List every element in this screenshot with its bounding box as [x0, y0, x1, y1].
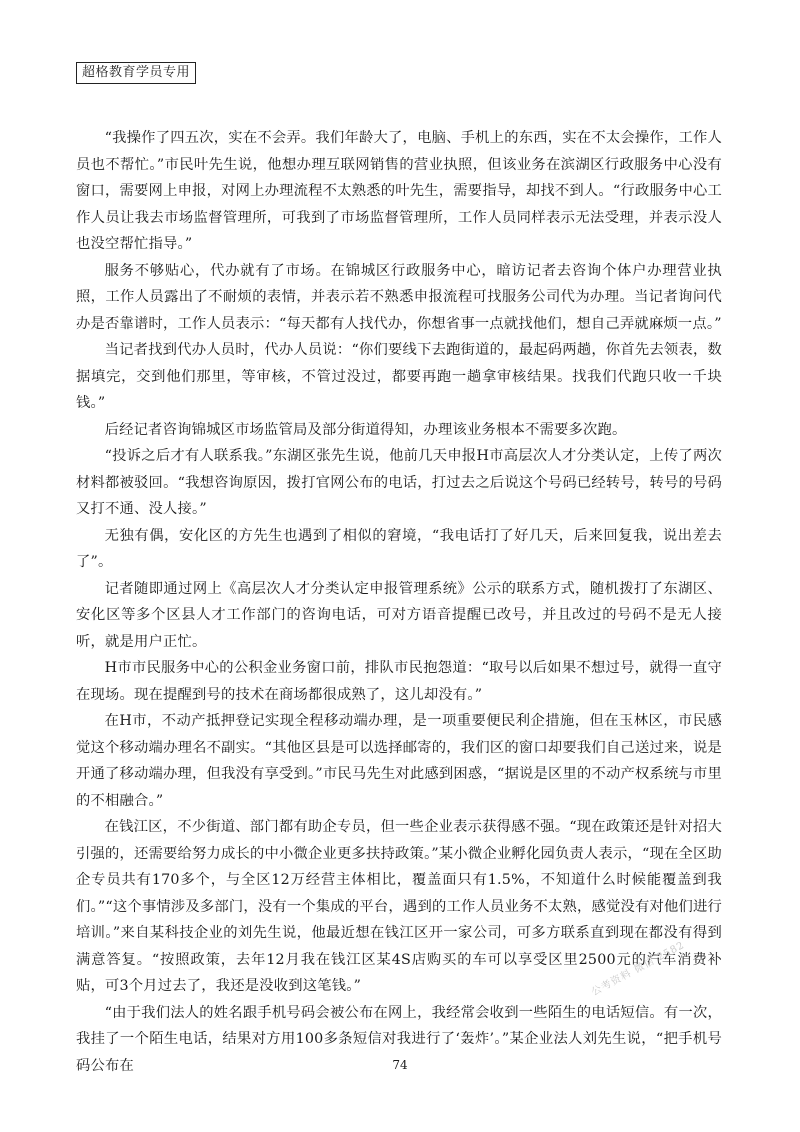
paragraph: 当记者找到代办人员时，代办人员说：“你们要线下去跑街道的，最起码两趟，你首先去领表，数据填完，交到他们那里，等审核，不管过没过，都要再跑一趟拿审核结果。找我们代跑只收一千块钱。” — [76, 342, 722, 411]
paragraph: H市市民服务中心的公积金业务窗口前，排队市民抱怨道：“取号以后如果不想过号，就得一直守在现场。现在提醒到号的技术在商场都很成熟了，这儿却没有。” — [76, 660, 722, 703]
page-number: 74 — [392, 1058, 408, 1072]
paragraph: 在钱江区，不少街道、部门都有助企专员，但一些企业表示获得感不强。“现在政策还是针对招大引强的，还需要给努力成长的中小微企业更多扶持政策。”某小微企业孵化园负责人表示，“现在全区助企专员共有170多个，与全区12万经营主体相比，覆盖面只有1.5%，不知道什么时候能覆盖到我们。”“这个事情涉及多部门，没有一个集成的平台，遇到的工作人员业务不太熟，感觉没有对他们进行培训。”来自某科技企业的刘先生说，他最近想在钱江区开一家公司，可多方联系直到现在都没有得到满意答复。“按照政策，去年12月我在钱江区某4S店购买的车可以享受区里2500元的汽车消费补贴，可3个月过去了，我还是没收到这笔钱。” — [76, 819, 722, 994]
paragraph: 服务不够贴心，代办就有了市场。在锦城区行政服务中心，暗访记者去咨询个体户办理营业执照，工作人员露出了不耐烦的表情，并表示若不熟悉申报流程可找服务公司代为办理。当记者询问代办是否靠谱时，工作人员表示：“每天都有人找代办，你想省事一点就找他们，想自己弄就麻烦一点。” — [76, 262, 722, 332]
paragraph: 记者随即通过网上《高层次人才分类认定申报管理系统》公示的联系方式，随机拨打了东湖区、安化区等多个区县人才工作部门的咨询电话，可对方语音提醒已改号，并且改过的号码不是无人接听，就是用户正忙。 — [76, 580, 722, 650]
header-label: 超格教育学员专用 — [76, 62, 196, 84]
paragraph: “投诉之后才有人联系我。”东湖区张先生说，他前几天申报H市高层次人才分类认定，上传了两次材料都被驳回。“我想咨询原因，拨打官网公布的电话，打过去之后说这个号码已经转号，转号的号码又打不通、没人接。” — [76, 448, 722, 517]
watermark: 公考资料 微信 2582 — [589, 939, 687, 999]
paragraph: 在H市，不动产抵押登记实现全程移动端办理，是一项重要便民利企措施，但在玉林区，市民感觉这个移动端办理名不副实。“其他区县是可以选择邮寄的，我们区的窗口却要我们自己送过来，说是开通了移动端办理，但我没有享受到。”市民马先生对此感到困惑，“据说是区里的不动产权系统与市里的不相融合。” — [76, 713, 722, 809]
paragraph: 后经记者咨询锦城区市场监管局及部分街道得知，办理该业务根本不需要多次跑。 — [104, 421, 627, 438]
article-body — [76, 125, 722, 1079]
paragraph: “我操作了四五次，实在不会弄。我们年龄大了，电脑、手机上的东西，实在不太会操作，工作人员也不帮忙。”市民叶先生说，他想办理互联网销售的营业执照，但该业务在滨湖区行政服务中心没有窗口，需要网上申报，对网上办理流程不太熟悉的叶先生，需要指导，却找不到人。“行政服务中心工作人员让我去市场监督管理所，可我到了市场监督管理所，工作人员同样表示无法受理，并表示没人也没空帮忙指导。” — [76, 130, 722, 252]
paragraph: 无独有偶，安化区的方先生也遇到了相似的窘境，“我电话打了好几天，后来回复我，说出差去了”。 — [76, 527, 722, 570]
paragraph: “由于我们法人的姓名跟手机号码会被公布在网上，我经常会收到一些陌生的电话短信。有一次，我挂了一个陌生电话，结果对方用100多条短信对我进行了‘轰炸’。”某企业法人刘先生说，“把手机号码公布在 — [76, 1004, 722, 1074]
